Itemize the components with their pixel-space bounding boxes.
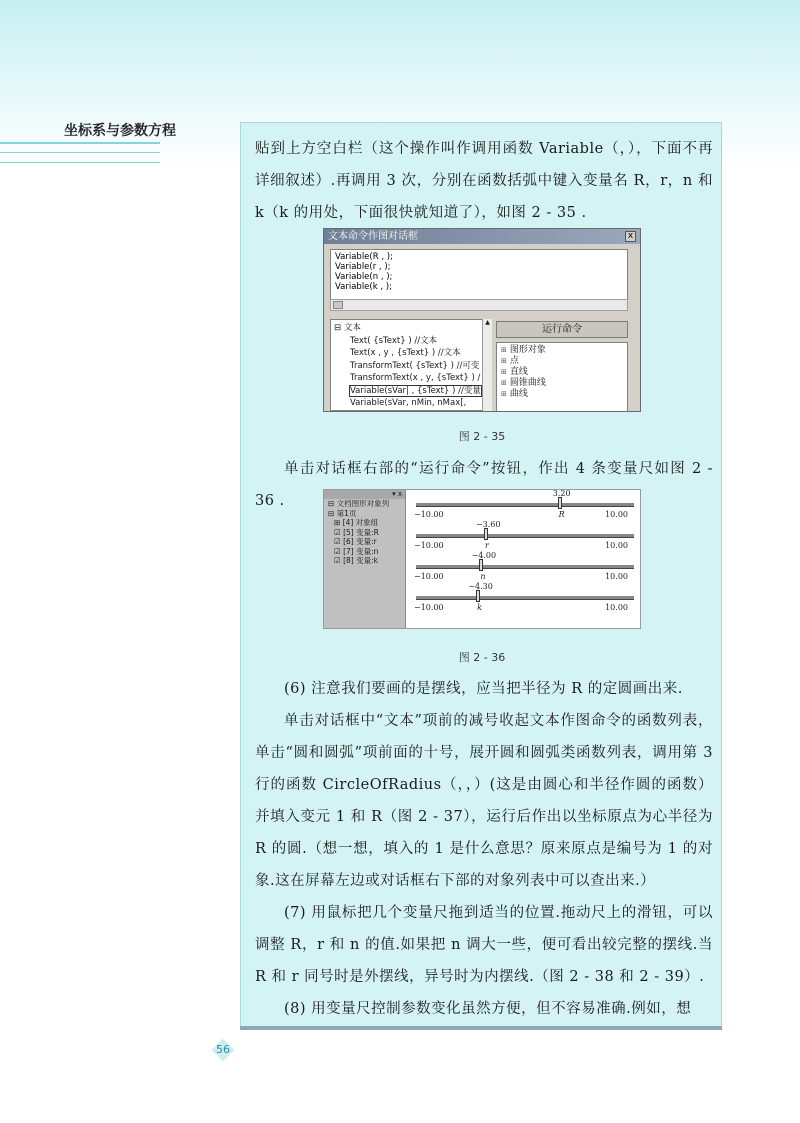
- expand-icon[interactable]: ⊞: [501, 368, 507, 376]
- object-item[interactable]: ⊞ 直线: [501, 367, 528, 377]
- header-rule-3: [0, 162, 160, 163]
- slider-value-label: −4.30: [468, 582, 493, 591]
- slider-min-label: −10.00: [414, 541, 444, 550]
- paragraph-5: (7) 用鼠标把几个变量尺拖到适当的位置.拖动尺上的滑钮，可以调整 R，r 和 n 的值.如果把 n 调大一些，便可看出较完整的摆线.当 R 和 r 同号时是外摆线，异号时为内摆线.（图 2 - 38 和 2 - 39）.: [255, 905, 713, 985]
- function-tree[interactable]: [330, 319, 490, 411]
- scroll-thumb[interactable]: [333, 301, 343, 309]
- content-box: [240, 122, 722, 1027]
- panel-item[interactable]: ☑ [5] 变量:R: [334, 527, 379, 537]
- dialog-title: 文本命令作图对话框: [328, 231, 418, 242]
- figure-2-36-caption: 图 2 - 36: [458, 651, 506, 664]
- object-item[interactable]: ⊞ 点: [501, 356, 519, 366]
- tree-item[interactable]: TransformText( {sText} ) //可变: [350, 360, 480, 371]
- page-header-title: 坐标系与参数方程: [64, 123, 176, 139]
- slider-min-label: −10.00: [414, 510, 444, 519]
- tree-item[interactable]: Variable(sVar, nMin, nMax[,: [350, 398, 467, 408]
- code-line: Variable(n , );: [335, 272, 393, 282]
- variable-slider-r[interactable]: [408, 521, 641, 553]
- vertical-scrollbar[interactable]: [482, 319, 492, 411]
- tree-item-selected[interactable]: Variable(sVar| , {sText} ) //变量: [350, 385, 481, 396]
- tree-item[interactable]: Text( {sText} ) //文本: [350, 335, 438, 346]
- slider-value-label: −3.60: [475, 520, 501, 529]
- variable-slider-k[interactable]: [408, 583, 641, 615]
- panel-item[interactable]: ☑ [8] 变量:k: [334, 556, 378, 565]
- expand-icon[interactable]: ⊞: [501, 357, 507, 365]
- slider-min-label: −10.00: [414, 603, 444, 612]
- figure-2-35-caption: 图 2 - 35: [458, 430, 506, 443]
- object-item[interactable]: ⊞ 图形对象: [501, 345, 546, 355]
- slider-thumb[interactable]: [479, 559, 483, 571]
- slider-track[interactable]: [416, 565, 634, 569]
- expand-icon[interactable]: ⊞: [501, 346, 507, 354]
- slider-value-label: 3.20: [552, 489, 571, 498]
- tree-item[interactable]: TransformText(x , y, {sText} ) /: [350, 373, 481, 383]
- slider-thumb[interactable]: [476, 590, 480, 602]
- box-bottom-rule: [240, 1026, 722, 1030]
- slider-track[interactable]: [416, 534, 634, 538]
- slider-thumb[interactable]: [558, 497, 562, 509]
- paragraph-3: (6) 注意我们要画的是摆线，应当把半径为 R 的定圆画出来.: [284, 681, 683, 697]
- panel-header: ▾ x: [324, 490, 405, 499]
- code-line: Variable(r , );: [335, 262, 391, 272]
- run-command-button[interactable]: 运行命令: [496, 321, 628, 338]
- slider-max-label: 10.00: [605, 572, 628, 581]
- panel-item[interactable]: ☑ [7] 变量:n: [334, 546, 379, 556]
- paragraph-6: (8) 用变量尺控制参数变化虽然方便，但不容易准确.例如，想: [284, 1001, 692, 1017]
- slider-name-label: n: [480, 572, 486, 581]
- slider-name-label: R: [558, 510, 565, 519]
- figure-2-36-sliders: [323, 489, 641, 629]
- expand-icon[interactable]: ⊞: [501, 390, 507, 398]
- header-rule-1: [0, 142, 160, 144]
- object-list-panel: [324, 490, 406, 629]
- scroll-up-icon[interactable]: ▲: [485, 319, 490, 326]
- panel-item[interactable]: ☑ [6] 变量:r: [334, 537, 377, 546]
- slider-value-label: −4.00: [471, 551, 497, 560]
- tree-root-text[interactable]: ⊟ 文本: [334, 323, 361, 333]
- slider-max-label: 10.00: [605, 603, 628, 612]
- figure-2-35-dialog: [323, 228, 641, 412]
- slider-max-label: 10.00: [605, 510, 628, 519]
- object-list[interactable]: [496, 342, 628, 412]
- slider-name-label: r: [484, 541, 489, 550]
- panel-item[interactable]: ⊞ [4] 对象组: [334, 518, 379, 527]
- object-item[interactable]: ⊞ 曲线: [501, 389, 528, 399]
- code-line: Variable(k , );: [335, 282, 392, 292]
- variable-slider-n[interactable]: [408, 552, 641, 584]
- paragraph-4: 单击对话框中“文本”项前的减号收起文本作图命令的函数列表，单击“圆和圆弧”项前面的十号，展开圆和圆弧类函数列表，调用第 3 行的函数 CircleOfRadius（，，）(这是由圆心和半径作圆的函数）并填入变元 1 和 R（图 2 - 37），运行后作出以坐标原点为心半径为 R 的圆.（想一想，填入的 1 是什么意思？原来原点是编号为 1 的对象.这在屏幕左边或对话框右下部的对象列表中可以查出来.）: [255, 713, 713, 889]
- variable-slider-R[interactable]: [408, 490, 641, 522]
- tree-item[interactable]: Text(x , y , {sText} ) //文本: [350, 348, 461, 358]
- dialog-title-bar: [324, 229, 640, 244]
- slider-area: [408, 490, 641, 629]
- header-rule-2: [0, 152, 160, 153]
- slider-name-label: k: [477, 603, 483, 612]
- slider-max-label: 10.00: [605, 541, 628, 550]
- slider-track[interactable]: [416, 596, 634, 600]
- expand-icon[interactable]: ⊞: [501, 379, 507, 387]
- paragraph-2: 单击对话框右部的“运行命令”按钮，作出 4 条变量尺如图 2 - 36 .: [255, 461, 713, 509]
- slider-min-label: −10.00: [414, 572, 444, 581]
- panel-item[interactable]: ⊟ 文档图形对象列: [328, 499, 390, 508]
- slider-track[interactable]: [416, 503, 634, 507]
- paragraph-1: 贴到上方空白栏（这个操作叫作调用函数 Variable（，），下面不再详细叙述）.再调用 3 次，分别在函数括弧中键入变量名 R，r，n 和 k（k 的用处，下面很快就知道了），如图 2 - 35 .: [255, 141, 713, 221]
- close-icon[interactable]: x: [625, 231, 636, 242]
- horizontal-scrollbar[interactable]: [330, 299, 628, 311]
- code-line: Variable(R , );: [335, 252, 393, 262]
- page-number: 56: [209, 1040, 237, 1060]
- object-item[interactable]: ⊞ 圆锥曲线: [501, 378, 546, 388]
- slider-thumb[interactable]: [484, 528, 488, 540]
- panel-item[interactable]: ⊟ 第1页: [328, 508, 357, 518]
